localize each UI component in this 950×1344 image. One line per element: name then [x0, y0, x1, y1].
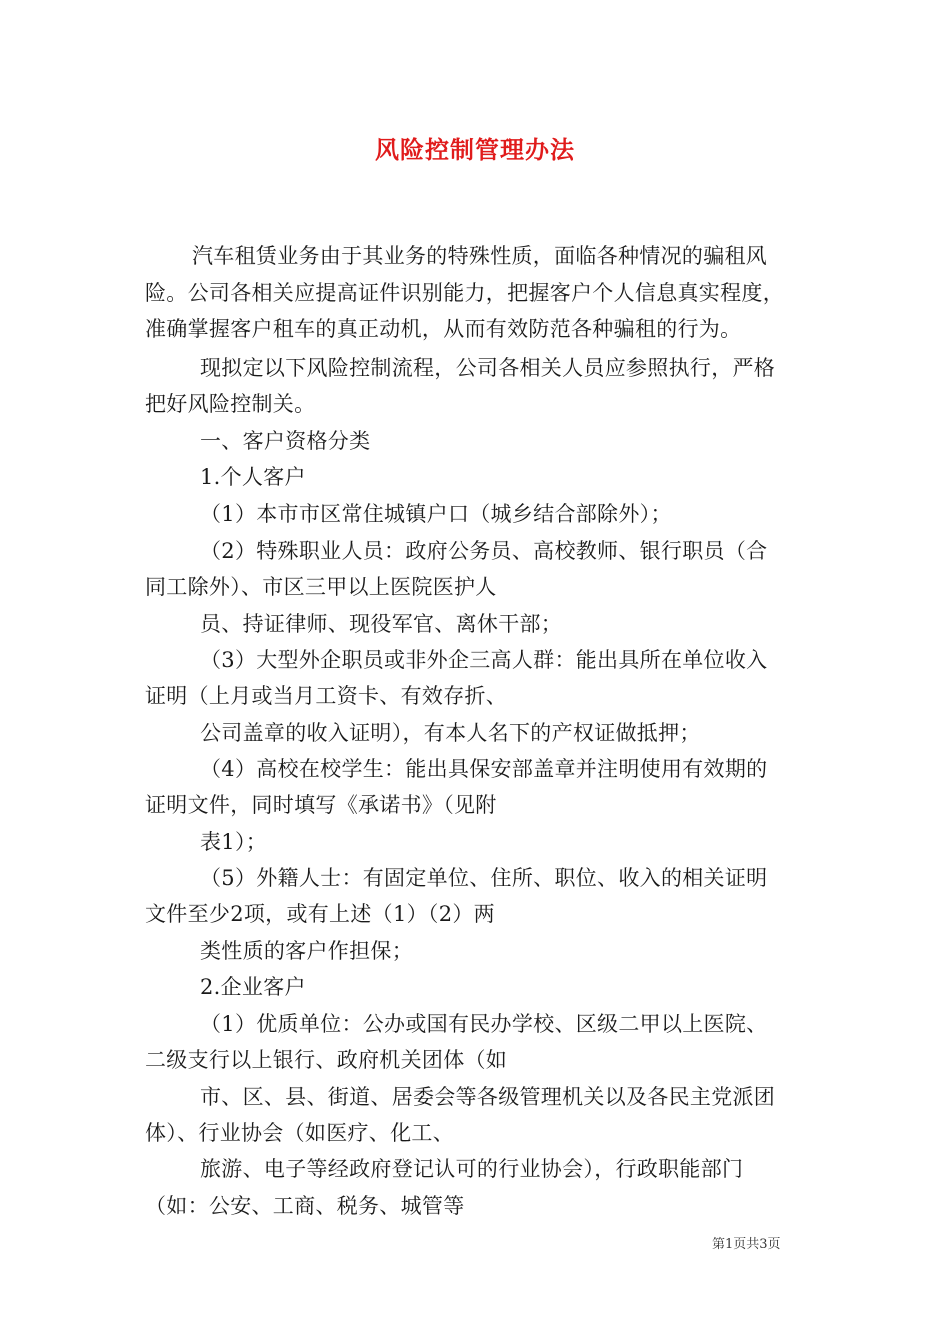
paragraph-line: 准确掌握客户租车的真正动机，从而有效防范各种骗租的行为。: [145, 317, 742, 341]
list-item: （2）特殊职业人员：政府公务员、高校教师、银行职员（合: [200, 539, 768, 563]
list-item-continuation: 表1）；: [200, 830, 268, 854]
list-item-continuation: 旅游、电子等经政府登记认可的行业协会），行政职能部门: [200, 1157, 744, 1181]
paragraph-line: 把好风险控制关。: [145, 392, 316, 416]
paragraph-line: 现拟定以下风险控制流程，公司各相关人员应参照执行，严格: [200, 356, 776, 380]
document-title: 风险控制管理办法: [375, 135, 575, 164]
list-item-continuation: 类性质的客户作担保；: [200, 939, 413, 963]
list-item-continuation: 市、区、县、街道、居委会等各级管理机关以及各民主党派团: [200, 1085, 776, 1109]
list-item-continuation: 公司盖章的收入证明），有本人名下的产权证做抵押；: [200, 721, 701, 745]
list-item-continuation: 同工除外）、市区三甲以上医院医护人: [145, 575, 497, 599]
paragraph-line: 汽车租赁业务由于其业务的特殊性质，面临各种情况的骗租风: [192, 244, 768, 268]
list-item-continuation: 证明文件，同时填写《承诺书》（见附: [145, 793, 497, 817]
list-item: （4）高校在校学生：能出具保安部盖章并注明使用有效期的: [200, 757, 768, 781]
section-heading: 一、客户资格分类: [200, 429, 371, 453]
subsection-heading: 1.个人客户: [200, 465, 306, 489]
list-item-continuation: 文件至少2项，或有上述（1）（2）两: [145, 902, 495, 926]
subsection-heading: 2.企业客户: [200, 975, 306, 999]
list-item: （5）外籍人士：有固定单位、住所、职位、收入的相关证明: [200, 866, 768, 890]
list-item: （3）大型外企职员或非外企三高人群：能出具所在单位收入: [200, 648, 768, 672]
list-item-continuation: 员、持证律师、现役军官、离休干部；: [200, 612, 563, 636]
list-item: （1）优质单位：公办或国有民办学校、区级二甲以上医院、: [200, 1012, 768, 1036]
paragraph-line: 险。公司各相关应提高证件识别能力，把握客户个人信息真实程度，: [145, 281, 784, 305]
list-item-continuation: 体）、行业协会（如医疗、化工、: [145, 1121, 454, 1145]
page-number: 第1页共3页: [712, 1237, 781, 1252]
list-item-continuation: 证明（上月或当月工资卡、有效存折、: [145, 684, 508, 708]
list-item-continuation: （如：公安、工商、税务、城管等: [145, 1194, 465, 1218]
list-item: （1）本市市区常住城镇户口（城乡结合部除外）；: [200, 502, 672, 526]
list-item-continuation: 二级支行以上银行、政府机关团体（如: [145, 1048, 508, 1072]
